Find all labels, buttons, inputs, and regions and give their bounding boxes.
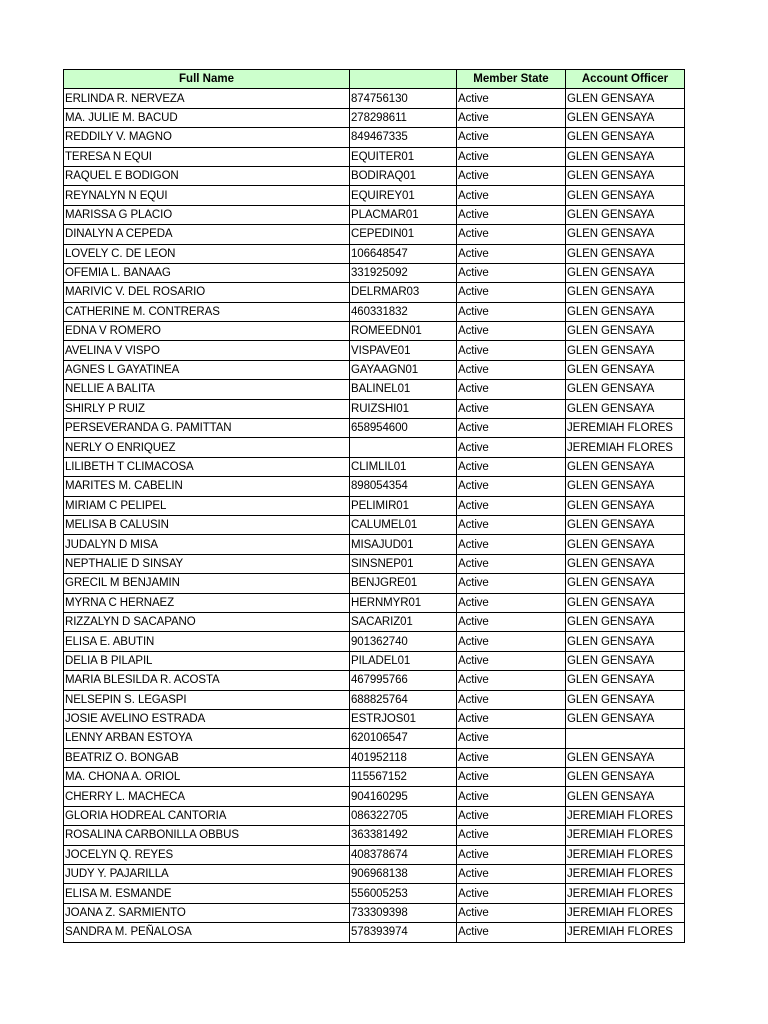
cell-account-officer: GLEN GENSAYA	[566, 671, 685, 690]
table-row	[64, 477, 685, 496]
cell-member-state: Active	[457, 884, 566, 903]
cell-account-officer: GLEN GENSAYA	[566, 225, 685, 244]
cell-account-officer: JEREMIAH FLORES	[566, 806, 685, 825]
cell-member-state: Active	[457, 438, 566, 457]
cell-member-state: Active	[457, 205, 566, 224]
cell-member-state: Active	[457, 380, 566, 399]
cell-id: 363381492	[350, 826, 457, 845]
cell-account-officer: JEREMIAH FLORES	[566, 419, 685, 438]
cell-member-state: Active	[457, 593, 566, 612]
table-body	[64, 89, 685, 942]
header-member-state: Member State	[457, 70, 566, 89]
table-row	[64, 826, 685, 845]
table-row	[64, 593, 685, 612]
cell-full-name: NERLY O ENRIQUEZ	[64, 438, 350, 457]
cell-account-officer: JEREMIAH FLORES	[566, 438, 685, 457]
cell-full-name: RIZZALYN D SACAPANO	[64, 612, 350, 631]
cell-full-name: REDDILY V. MAGNO	[64, 128, 350, 147]
cell-account-officer: GLEN GENSAYA	[566, 89, 685, 108]
cell-account-officer: JEREMIAH FLORES	[566, 884, 685, 903]
cell-member-state: Active	[457, 729, 566, 748]
cell-account-officer: GLEN GENSAYA	[566, 360, 685, 379]
cell-full-name: BEATRIZ O. BONGAB	[64, 748, 350, 767]
cell-account-officer: GLEN GENSAYA	[566, 457, 685, 476]
cell-account-officer: GLEN GENSAYA	[566, 709, 685, 728]
member-table	[63, 69, 685, 943]
cell-account-officer: GLEN GENSAYA	[566, 612, 685, 631]
cell-account-officer: GLEN GENSAYA	[566, 205, 685, 224]
cell-account-officer: GLEN GENSAYA	[566, 341, 685, 360]
cell-id: 688825764	[350, 690, 457, 709]
table-row	[64, 651, 685, 670]
table-row	[64, 128, 685, 147]
cell-member-state: Active	[457, 244, 566, 263]
table-row	[64, 903, 685, 922]
cell-member-state: Active	[457, 865, 566, 884]
cell-account-officer: GLEN GENSAYA	[566, 535, 685, 554]
cell-member-state: Active	[457, 787, 566, 806]
cell-full-name: LOVELY C. DE LEON	[64, 244, 350, 263]
cell-account-officer: GLEN GENSAYA	[566, 787, 685, 806]
table-row	[64, 496, 685, 515]
cell-member-state: Active	[457, 360, 566, 379]
cell-account-officer: GLEN GENSAYA	[566, 322, 685, 341]
cell-full-name: SHIRLY P RUIZ	[64, 399, 350, 418]
table-row	[64, 632, 685, 651]
table-row	[64, 574, 685, 593]
cell-account-officer: JEREMIAH FLORES	[566, 903, 685, 922]
cell-member-state: Active	[457, 89, 566, 108]
table-row	[64, 166, 685, 185]
table-row	[64, 768, 685, 787]
table-row	[64, 360, 685, 379]
cell-full-name: AVELINA V VISPO	[64, 341, 350, 360]
cell-member-state: Active	[457, 845, 566, 864]
cell-full-name: GLORIA HODREAL CANTORIA	[64, 806, 350, 825]
cell-member-state: Active	[457, 283, 566, 302]
cell-full-name: DINALYN A CEPEDA	[64, 225, 350, 244]
cell-id: EQUITER01	[350, 147, 457, 166]
cell-member-state: Active	[457, 554, 566, 573]
table-row	[64, 302, 685, 321]
cell-member-state: Active	[457, 399, 566, 418]
table-row	[64, 612, 685, 631]
cell-id: BENJGRE01	[350, 574, 457, 593]
cell-full-name: CATHERINE M. CONTRERAS	[64, 302, 350, 321]
cell-full-name: JOANA Z. SARMIENTO	[64, 903, 350, 922]
cell-id: 849467335	[350, 128, 457, 147]
cell-account-officer: GLEN GENSAYA	[566, 108, 685, 127]
cell-account-officer: GLEN GENSAYA	[566, 283, 685, 302]
table-row	[64, 884, 685, 903]
table-row	[64, 729, 685, 748]
cell-member-state: Active	[457, 108, 566, 127]
table-row	[64, 787, 685, 806]
table-row	[64, 283, 685, 302]
table-row	[64, 380, 685, 399]
table-row	[64, 671, 685, 690]
cell-member-state: Active	[457, 709, 566, 728]
cell-member-state: Active	[457, 457, 566, 476]
cell-id: 906968138	[350, 865, 457, 884]
cell-account-officer: GLEN GENSAYA	[566, 515, 685, 534]
table-row	[64, 399, 685, 418]
cell-full-name: MARISSA G PLACIO	[64, 205, 350, 224]
cell-account-officer: GLEN GENSAYA	[566, 651, 685, 670]
cell-member-state: Active	[457, 128, 566, 147]
cell-account-officer: GLEN GENSAYA	[566, 768, 685, 787]
cell-id: 115567152	[350, 768, 457, 787]
cell-full-name: JUDALYN D MISA	[64, 535, 350, 554]
cell-account-officer: JEREMIAH FLORES	[566, 865, 685, 884]
cell-full-name: JOSIE AVELINO ESTRADA	[64, 709, 350, 728]
cell-full-name: AGNES L GAYATINEA	[64, 360, 350, 379]
table-row	[64, 263, 685, 282]
cell-id: HERNMYR01	[350, 593, 457, 612]
cell-id: 658954600	[350, 419, 457, 438]
cell-id: CLIMLIL01	[350, 457, 457, 476]
cell-full-name: MA. JULIE M. BACUD	[64, 108, 350, 127]
cell-full-name: EDNA V ROMERO	[64, 322, 350, 341]
cell-account-officer: GLEN GENSAYA	[566, 748, 685, 767]
cell-account-officer: GLEN GENSAYA	[566, 263, 685, 282]
cell-account-officer: GLEN GENSAYA	[566, 574, 685, 593]
table-row	[64, 865, 685, 884]
cell-member-state: Active	[457, 302, 566, 321]
cell-full-name: MARIA BLESILDA R. ACOSTA	[64, 671, 350, 690]
table-row	[64, 89, 685, 108]
cell-id: 898054354	[350, 477, 457, 496]
table-row	[64, 748, 685, 767]
cell-member-state: Active	[457, 923, 566, 942]
cell-id: 578393974	[350, 923, 457, 942]
cell-member-state: Active	[457, 826, 566, 845]
cell-full-name: MA. CHONA A. ORIOL	[64, 768, 350, 787]
cell-account-officer	[566, 729, 685, 748]
cell-id: 556005253	[350, 884, 457, 903]
cell-full-name: OFEMIA L. BANAAG	[64, 263, 350, 282]
cell-member-state: Active	[457, 263, 566, 282]
cell-account-officer: GLEN GENSAYA	[566, 166, 685, 185]
cell-full-name: LENNY ARBAN ESTOYA	[64, 729, 350, 748]
cell-full-name: GRECIL M BENJAMIN	[64, 574, 350, 593]
cell-full-name: ERLINDA R. NERVEZA	[64, 89, 350, 108]
cell-account-officer: GLEN GENSAYA	[566, 147, 685, 166]
cell-account-officer: GLEN GENSAYA	[566, 477, 685, 496]
cell-member-state: Active	[457, 225, 566, 244]
cell-member-state: Active	[457, 341, 566, 360]
cell-id: GAYAAGN01	[350, 360, 457, 379]
table-row	[64, 690, 685, 709]
cell-id: PILADEL01	[350, 651, 457, 670]
cell-id: BODIRAQ01	[350, 166, 457, 185]
cell-id: DELRMAR03	[350, 283, 457, 302]
cell-member-state: Active	[457, 515, 566, 534]
cell-id: 733309398	[350, 903, 457, 922]
header-id	[350, 70, 457, 89]
cell-member-state: Active	[457, 612, 566, 631]
cell-id: MISAJUD01	[350, 535, 457, 554]
table-row	[64, 535, 685, 554]
cell-full-name: ROSALINA CARBONILLA OBBUS	[64, 826, 350, 845]
cell-id: 408378674	[350, 845, 457, 864]
cell-id: 278298611	[350, 108, 457, 127]
cell-account-officer: GLEN GENSAYA	[566, 380, 685, 399]
cell-member-state: Active	[457, 166, 566, 185]
table-row	[64, 845, 685, 864]
cell-id: PLACMAR01	[350, 205, 457, 224]
cell-id: 901362740	[350, 632, 457, 651]
cell-full-name: MELISA B CALUSIN	[64, 515, 350, 534]
cell-full-name: MIRIAM C PELIPEL	[64, 496, 350, 515]
cell-member-state: Active	[457, 671, 566, 690]
table-row	[64, 147, 685, 166]
cell-full-name: SANDRA M. PEÑALOSA	[64, 923, 350, 942]
cell-member-state: Active	[457, 806, 566, 825]
cell-full-name: ELISA M. ESMANDE	[64, 884, 350, 903]
cell-member-state: Active	[457, 690, 566, 709]
cell-full-name: JUDY Y. PAJARILLA	[64, 865, 350, 884]
cell-full-name: RAQUEL E BODIGON	[64, 166, 350, 185]
cell-member-state: Active	[457, 322, 566, 341]
cell-full-name: MYRNA C HERNAEZ	[64, 593, 350, 612]
cell-id: CALUMEL01	[350, 515, 457, 534]
table-row	[64, 244, 685, 263]
cell-account-officer: JEREMIAH FLORES	[566, 826, 685, 845]
header-row	[64, 70, 685, 89]
cell-id: 904160295	[350, 787, 457, 806]
table-row	[64, 806, 685, 825]
table-row	[64, 515, 685, 534]
cell-member-state: Active	[457, 496, 566, 515]
cell-id: 086322705	[350, 806, 457, 825]
cell-member-state: Active	[457, 477, 566, 496]
cell-member-state: Active	[457, 632, 566, 651]
cell-member-state: Active	[457, 419, 566, 438]
cell-id	[350, 438, 457, 457]
table-row	[64, 108, 685, 127]
cell-full-name: NELLIE A BALITA	[64, 380, 350, 399]
header-full-name: Full Name	[64, 70, 350, 89]
cell-account-officer: GLEN GENSAYA	[566, 690, 685, 709]
cell-id: 460331832	[350, 302, 457, 321]
cell-full-name: NELSEPIN S. LEGASPI	[64, 690, 350, 709]
cell-full-name: JOCELYN Q. REYES	[64, 845, 350, 864]
cell-id: 874756130	[350, 89, 457, 108]
cell-member-state: Active	[457, 574, 566, 593]
cell-member-state: Active	[457, 903, 566, 922]
cell-account-officer: JEREMIAH FLORES	[566, 923, 685, 942]
table-row	[64, 341, 685, 360]
cell-full-name: CHERRY L. MACHECA	[64, 787, 350, 806]
cell-id: 331925092	[350, 263, 457, 282]
cell-id: 467995766	[350, 671, 457, 690]
cell-full-name: DELIA B PILAPIL	[64, 651, 350, 670]
cell-account-officer: GLEN GENSAYA	[566, 593, 685, 612]
cell-member-state: Active	[457, 651, 566, 670]
table-row	[64, 457, 685, 476]
cell-id: ESTRJOS01	[350, 709, 457, 728]
table-row	[64, 322, 685, 341]
cell-id: SINSNEP01	[350, 554, 457, 573]
cell-member-state: Active	[457, 768, 566, 787]
cell-id: SACARIZ01	[350, 612, 457, 631]
cell-id: CEPEDIN01	[350, 225, 457, 244]
cell-account-officer: GLEN GENSAYA	[566, 186, 685, 205]
cell-account-officer: GLEN GENSAYA	[566, 496, 685, 515]
cell-full-name: MARIVIC V. DEL ROSARIO	[64, 283, 350, 302]
cell-id: BALINEL01	[350, 380, 457, 399]
cell-account-officer: JEREMIAH FLORES	[566, 845, 685, 864]
cell-member-state: Active	[457, 535, 566, 554]
cell-full-name: TERESA N EQUI	[64, 147, 350, 166]
cell-account-officer: GLEN GENSAYA	[566, 302, 685, 321]
table-row	[64, 205, 685, 224]
cell-id: EQUIREY01	[350, 186, 457, 205]
cell-id: ROMEEDN01	[350, 322, 457, 341]
cell-account-officer: GLEN GENSAYA	[566, 244, 685, 263]
cell-id: RUIZSHI01	[350, 399, 457, 418]
cell-full-name: LILIBETH T CLIMACOSA	[64, 457, 350, 476]
cell-account-officer: GLEN GENSAYA	[566, 128, 685, 147]
cell-full-name: NEPTHALIE D SINSAY	[64, 554, 350, 573]
cell-account-officer: GLEN GENSAYA	[566, 554, 685, 573]
cell-id: 106648547	[350, 244, 457, 263]
table-row	[64, 186, 685, 205]
table-row	[64, 709, 685, 728]
table-row	[64, 923, 685, 942]
table-row	[64, 438, 685, 457]
header-account-officer: Account Officer	[566, 70, 685, 89]
cell-full-name: MARITES M. CABELIN	[64, 477, 350, 496]
cell-full-name: PERSEVERANDA G. PAMITTAN	[64, 419, 350, 438]
cell-account-officer: GLEN GENSAYA	[566, 399, 685, 418]
cell-member-state: Active	[457, 186, 566, 205]
cell-full-name: REYNALYN N EQUI	[64, 186, 350, 205]
table-row	[64, 554, 685, 573]
cell-id: 401952118	[350, 748, 457, 767]
cell-id: PELIMIR01	[350, 496, 457, 515]
cell-id: VISPAVE01	[350, 341, 457, 360]
cell-account-officer: GLEN GENSAYA	[566, 632, 685, 651]
cell-member-state: Active	[457, 748, 566, 767]
cell-member-state: Active	[457, 147, 566, 166]
cell-id: 620106547	[350, 729, 457, 748]
table-row	[64, 225, 685, 244]
cell-full-name: ELISA E. ABUTIN	[64, 632, 350, 651]
table-row	[64, 419, 685, 438]
